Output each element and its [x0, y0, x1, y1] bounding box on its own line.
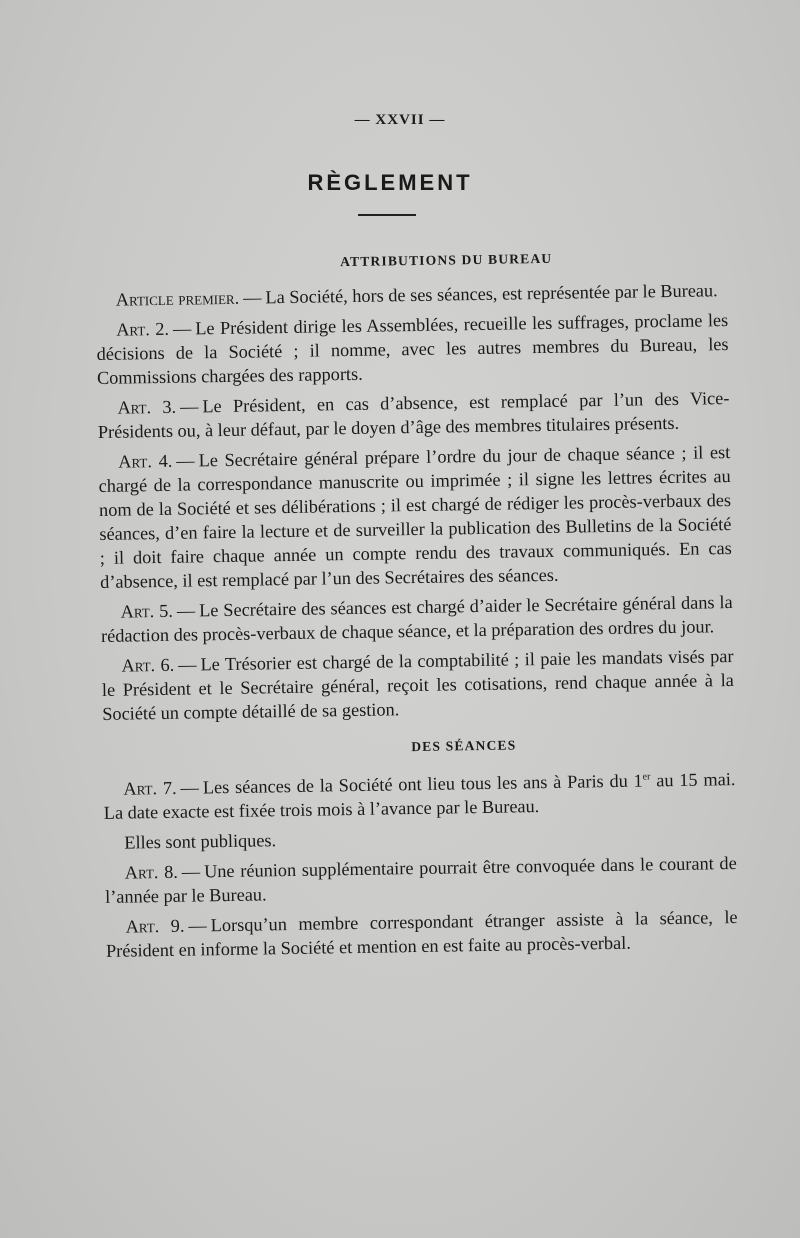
article-label: Art. 6. — [121, 654, 175, 676]
section-heading-seances: DES SÉANCES — [411, 737, 517, 755]
page-number: — XXVII — — [354, 112, 446, 128]
ordinal-superscript: er — [642, 771, 651, 783]
article-8 — [105, 851, 738, 909]
article-text-continued: au 15 mai. La date exacte est fixée trois mois à l’avance par le Bureau. — [103, 769, 736, 824]
article-dash: — — [181, 861, 201, 882]
article-3 — [97, 386, 730, 444]
article-4 — [98, 440, 732, 594]
article-dash: — — [176, 450, 195, 471]
article-dash: — — [243, 287, 262, 308]
article-text: Lorsqu’un membre correspondant étranger assiste à la séance, le Président en informe la Société et mention en est faite au procès-verbal. — [105, 907, 738, 962]
page-title: RÈGLEMENT — [307, 170, 473, 195]
article-text: La Société, hors de ses séances, est représentée par le Bureau. — [265, 280, 718, 308]
article-dash: — — [188, 915, 207, 936]
article-label: Art. 7. — [123, 777, 177, 799]
article-text: Le Président, en cas d’absence, est remplacé par l’un des Vice-Présidents ou, à leur défaut, par le doyen d’âge des membres titulaires présents. — [97, 388, 730, 442]
article-dash: — — [176, 600, 196, 621]
article-label: Art. 8. — [124, 861, 178, 883]
article-text: Le Président dirige les Assemblées, recueille les suffrages, proclame les décisions de la Société ; il nomme, avec les autres membres du Bureau, les Commissions chargées des rapports. — [96, 310, 729, 388]
article-text: Les séances de la Société ont lieu tous les ans à Paris du 1 — [202, 770, 643, 798]
article-2 — [96, 308, 729, 390]
article-label: Article premier. — [115, 287, 240, 310]
article-5 — [100, 590, 733, 648]
article-label: Art. 3. — [117, 396, 177, 418]
article-7-extra: Elles sont publiques. — [124, 830, 277, 853]
article-text: Une réunion supplémentaire pourrait être convoquée dans le courant de l’année par le Bureau. — [105, 853, 737, 908]
article-1 — [96, 278, 728, 312]
article-6 — [101, 644, 734, 726]
section-heading-bureau: ATTRIBUTIONS DU BUREAU — [340, 250, 553, 270]
article-dash: — — [172, 318, 192, 339]
article-label: Art. 4. — [118, 450, 173, 472]
article-dash: — — [179, 396, 199, 417]
article-text: Le Trésorier est chargé de la comptabilité ; il paie les mandats visés par le Président et le Secrétaire général, reçoit les cotisations, rend chaque année à la Société un compte détaillé de sa gestion. — [101, 646, 734, 724]
article-label: Art. 2. — [116, 318, 170, 340]
article-text: Le Secrétaire des séances est chargé d’aider le Secrétaire général dans la rédaction des procès-verbaux de chaque séance, et la préparation des ordres du jour. — [100, 592, 733, 646]
article-7 — [103, 764, 736, 825]
article-label: Art. 5. — [120, 600, 174, 622]
article-dash: — — [180, 777, 200, 798]
article-dash: — — [178, 654, 197, 675]
article-label: Art. 9. — [125, 915, 185, 937]
article-text: Le Secrétaire général prépare l’ordre du jour de chaque séance ; il est chargé de la correspondance manuscrite ou imprimée ; il signe les lettres écrites au nom de la Société et ses délibérations ; il est chargé de rédiger les procès-verbaux des séances, d’en faire la lecture et de surveiller la publication des Bulletins de la Société ; il doit faire chaque année un compte rendu des travaux communiqués. En cas d’absence, il est remplacé par l’un des Secrétaires des séances. — [98, 442, 732, 592]
title-rule — [358, 214, 416, 216]
document-body — [95, 240, 738, 969]
article-9 — [105, 905, 738, 963]
